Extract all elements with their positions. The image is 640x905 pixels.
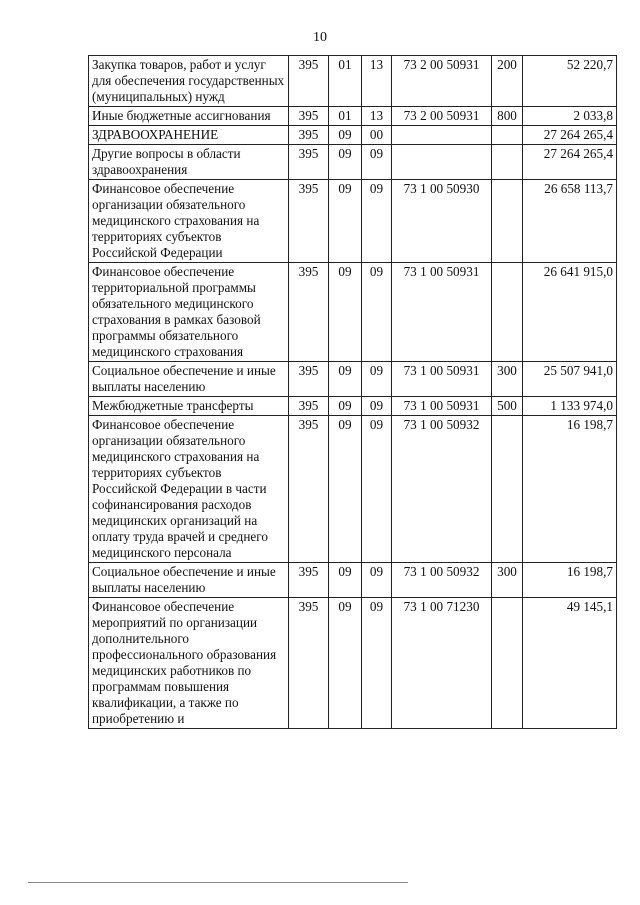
row-subsection-cell: 09 xyxy=(362,598,392,729)
row-expense-type-cell xyxy=(492,126,523,145)
row-name-cell: Закупка товаров, работ и услуг для обеспечения государственных (муниципальных) нужд xyxy=(89,56,289,107)
row-name-cell: Финансовое обеспечение мероприятий по организации дополнительного профессионального образования медицинских работников по программам повышения квалификации, а также по приобретению и xyxy=(89,598,289,729)
row-target-article-cell: 73 1 00 50932 xyxy=(392,563,492,598)
row-amount-cell: 26 658 113,7 xyxy=(523,180,617,263)
row-grbs-cell: 395 xyxy=(289,263,329,362)
row-section-cell: 09 xyxy=(329,263,362,362)
row-section-cell: 09 xyxy=(329,563,362,598)
row-grbs-cell: 395 xyxy=(289,145,329,180)
row-target-article-cell: 73 1 00 50931 xyxy=(392,362,492,397)
table-row xyxy=(89,145,617,180)
row-section-cell: 09 xyxy=(329,362,362,397)
row-grbs-cell: 395 xyxy=(289,56,329,107)
row-expense-type-cell xyxy=(492,416,523,563)
row-subsection-cell: 09 xyxy=(362,362,392,397)
table-row xyxy=(89,107,617,126)
row-target-article-cell: 73 2 00 50931 xyxy=(392,56,492,107)
row-expense-type-cell xyxy=(492,145,523,180)
row-amount-cell: 2 033,8 xyxy=(523,107,617,126)
row-grbs-cell: 395 xyxy=(289,563,329,598)
row-target-article-cell: 73 1 00 71230 xyxy=(392,598,492,729)
row-grbs-cell: 395 xyxy=(289,126,329,145)
row-subsection-cell: 09 xyxy=(362,180,392,263)
row-expense-type-cell xyxy=(492,180,523,263)
row-target-article-cell: 73 1 00 50932 xyxy=(392,416,492,563)
row-section-cell: 09 xyxy=(329,126,362,145)
row-subsection-cell: 13 xyxy=(362,56,392,107)
row-section-cell: 09 xyxy=(329,397,362,416)
row-expense-type-cell: 300 xyxy=(492,563,523,598)
row-subsection-cell: 13 xyxy=(362,107,392,126)
row-name-cell: Социальное обеспечение и иные выплаты населению xyxy=(89,362,289,397)
row-grbs-cell: 395 xyxy=(289,598,329,729)
row-amount-cell: 1 133 974,0 xyxy=(523,397,617,416)
row-name-cell: ЗДРАВООХРАНЕНИЕ xyxy=(89,126,289,145)
row-amount-cell: 52 220,7 xyxy=(523,56,617,107)
row-name-cell: Другие вопросы в области здравоохранения xyxy=(89,145,289,180)
row-expense-type-cell xyxy=(492,598,523,729)
row-grbs-cell: 395 xyxy=(289,362,329,397)
table-row xyxy=(89,180,617,263)
row-grbs-cell: 395 xyxy=(289,107,329,126)
row-section-cell: 09 xyxy=(329,416,362,563)
row-grbs-cell: 395 xyxy=(289,416,329,563)
table-row xyxy=(89,362,617,397)
row-amount-cell: 27 264 265,4 xyxy=(523,145,617,180)
row-subsection-cell: 09 xyxy=(362,145,392,180)
table-row xyxy=(89,263,617,362)
row-grbs-cell: 395 xyxy=(289,397,329,416)
row-subsection-cell: 09 xyxy=(362,416,392,563)
row-amount-cell: 26 641 915,0 xyxy=(523,263,617,362)
table-row xyxy=(89,56,617,107)
row-subsection-cell: 09 xyxy=(362,397,392,416)
row-subsection-cell: 09 xyxy=(362,263,392,362)
row-target-article-cell: 73 1 00 50931 xyxy=(392,263,492,362)
row-subsection-cell: 00 xyxy=(362,126,392,145)
row-name-cell: Иные бюджетные ассигнования xyxy=(89,107,289,126)
row-subsection-cell: 09 xyxy=(362,563,392,598)
row-section-cell: 09 xyxy=(329,598,362,729)
table-row xyxy=(89,563,617,598)
row-target-article-cell xyxy=(392,145,492,180)
row-target-article-cell: 73 2 00 50931 xyxy=(392,107,492,126)
row-amount-cell: 25 507 941,0 xyxy=(523,362,617,397)
row-section-cell: 01 xyxy=(329,56,362,107)
row-name-cell: Финансовое обеспечение организации обязательного медицинского страхования на территориях субъектов Российской Федерации в части софинансирования расходов медицинских организаций на оплату труда врачей и среднего медицинского персонала xyxy=(89,416,289,563)
table-row xyxy=(89,397,617,416)
row-expense-type-cell: 200 xyxy=(492,56,523,107)
budget-table-body xyxy=(89,56,617,729)
row-name-cell: Финансовое обеспечение организации обязательного медицинского страхования на территориях субъектов Российской Федерации xyxy=(89,180,289,263)
row-section-cell: 09 xyxy=(329,145,362,180)
row-expense-type-cell: 300 xyxy=(492,362,523,397)
row-target-article-cell: 73 1 00 50930 xyxy=(392,180,492,263)
row-amount-cell: 49 145,1 xyxy=(523,598,617,729)
budget-table xyxy=(88,55,617,729)
row-section-cell: 09 xyxy=(329,180,362,263)
row-grbs-cell: 395 xyxy=(289,180,329,263)
row-expense-type-cell: 800 xyxy=(492,107,523,126)
table-row xyxy=(89,598,617,729)
row-name-cell: Межбюджетные трансферты xyxy=(89,397,289,416)
row-target-article-cell: 73 1 00 50931 xyxy=(392,397,492,416)
row-name-cell: Финансовое обеспечение территориальной программы обязательного медицинского страхования в рамках базовой программы обязательного медицинского страхования xyxy=(89,263,289,362)
table-row xyxy=(89,126,617,145)
row-target-article-cell xyxy=(392,126,492,145)
row-expense-type-cell: 500 xyxy=(492,397,523,416)
table-row xyxy=(89,416,617,563)
page-bottom-rule xyxy=(28,882,408,883)
row-expense-type-cell xyxy=(492,263,523,362)
row-amount-cell: 27 264 265,4 xyxy=(523,126,617,145)
row-amount-cell: 16 198,7 xyxy=(523,416,617,563)
row-amount-cell: 16 198,7 xyxy=(523,563,617,598)
row-section-cell: 01 xyxy=(329,107,362,126)
page-number: 10 xyxy=(313,30,327,45)
row-name-cell: Социальное обеспечение и иные выплаты населению xyxy=(89,563,289,598)
